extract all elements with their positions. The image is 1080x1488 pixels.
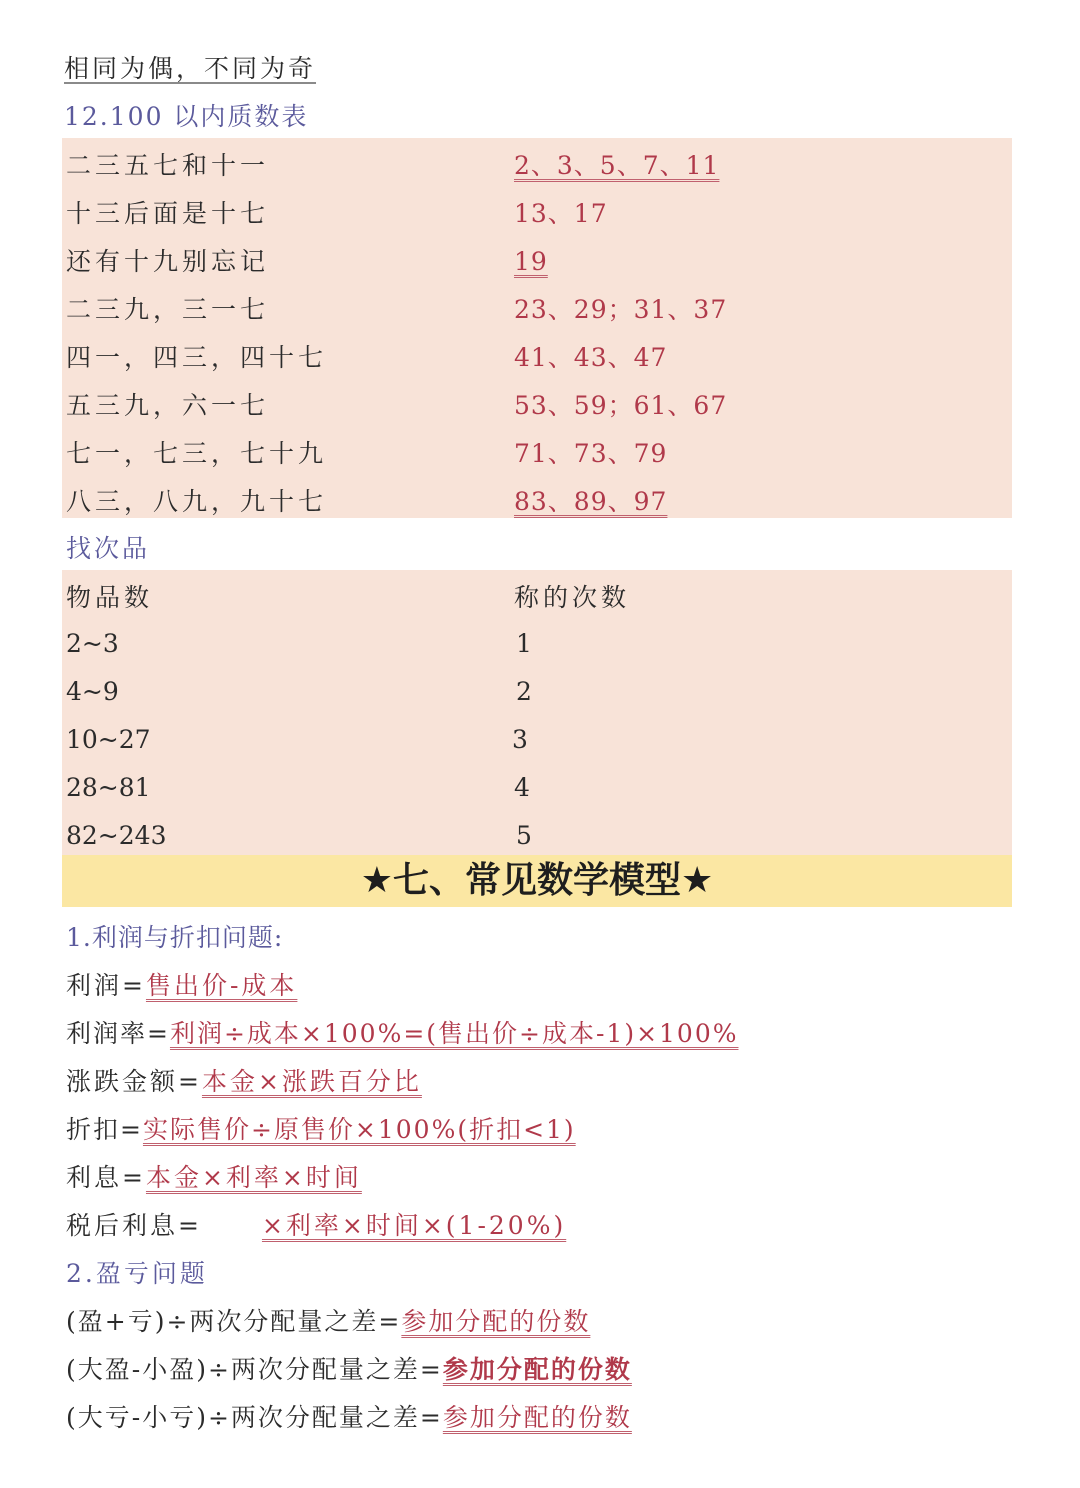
prime-values: 23、29；31、37 xyxy=(514,295,728,324)
prime-values: 2、3、5、7、11 xyxy=(514,151,720,180)
formula-surplus-2 xyxy=(66,1350,632,1386)
chapter-heading: ★七、常见数学模型★ xyxy=(360,860,714,901)
formula-label: 税后利息= xyxy=(66,1211,202,1240)
formula-label: 利润= xyxy=(66,971,146,1000)
prime-row xyxy=(62,286,1012,334)
weigh-times: 1 xyxy=(516,629,533,658)
col-header-times: 称的次数 xyxy=(514,583,631,612)
prime-values: 83、89、97 xyxy=(514,487,668,516)
weigh-times: 2 xyxy=(516,677,533,706)
formula-interest xyxy=(66,1158,362,1194)
prime-row xyxy=(62,478,1012,526)
prime-row xyxy=(62,430,1012,478)
formula-profit-rate xyxy=(66,1014,739,1050)
prime-row xyxy=(62,238,1012,286)
defect-table xyxy=(62,570,1012,855)
weigh-times: 5 xyxy=(516,821,533,850)
prime-rhyme: 五三九，六一七 xyxy=(66,391,270,420)
prime-row xyxy=(62,190,1012,238)
formula-label: 涨跌金额= xyxy=(66,1067,202,1096)
formula-value: 参加分配的份数 xyxy=(401,1307,591,1336)
item-range: 28~81 xyxy=(66,773,151,802)
prime-values: 71、73、79 xyxy=(514,439,668,468)
prime-rhyme: 还有十九别忘记 xyxy=(66,247,270,276)
item-range: 4~9 xyxy=(66,677,119,706)
formula-profit xyxy=(66,966,297,1002)
col-header-items: 物品数 xyxy=(66,583,154,612)
formula-value: 本金×利率×时间 xyxy=(145,1163,362,1192)
formula-change-amount xyxy=(66,1062,422,1098)
defect-row xyxy=(62,620,1012,668)
weigh-times: 3 xyxy=(512,725,529,754)
formula-value: 参加分配的份数 xyxy=(442,1403,632,1432)
prime-row xyxy=(62,142,1012,190)
formula-value: 实际售价÷原售价×100%(折扣<1) xyxy=(142,1115,576,1144)
weigh-times: 4 xyxy=(514,773,531,802)
prime-rhyme: 四一，四三，四十七 xyxy=(66,343,328,372)
prime-row xyxy=(62,382,1012,430)
item-range: 82~243 xyxy=(66,821,167,850)
parity-rule: 相同为偶，不同为奇 xyxy=(64,54,317,83)
formula-after-tax-interest xyxy=(66,1206,566,1242)
prime-rhyme: 二三五七和十一 xyxy=(66,151,270,180)
formula-label: 折扣= xyxy=(66,1115,143,1144)
prime-rhyme: 八三，八九，九十七 xyxy=(66,487,328,516)
defect-title: 找次品 xyxy=(66,534,151,563)
prime-row xyxy=(62,334,1012,382)
item-range: 2~3 xyxy=(66,629,119,658)
prime-rhyme: 十三后面是十七 xyxy=(66,199,270,228)
defect-row xyxy=(62,716,1012,764)
item-range: 10~27 xyxy=(66,725,151,754)
prime-values: 53、59；61、67 xyxy=(514,391,728,420)
defect-row xyxy=(62,668,1012,716)
formula-discount xyxy=(66,1110,576,1146)
prime-rhyme: 七一，七三，七十九 xyxy=(66,439,328,468)
prime-values: 13、17 xyxy=(514,199,608,228)
formula-surplus-1 xyxy=(66,1302,590,1338)
formula-surplus-3 xyxy=(66,1398,632,1434)
prime-table xyxy=(62,138,1012,518)
surplus-section-title: 2.盈亏问题 xyxy=(66,1259,208,1288)
formula-label: (大亏-小亏)÷两次分配量之差= xyxy=(66,1403,443,1432)
defect-row xyxy=(62,764,1012,812)
prime-values: 19 xyxy=(514,247,548,276)
formula-value: 参加分配的份数 xyxy=(442,1355,632,1384)
prime-table-title: 12.100 以内质数表 xyxy=(64,102,309,131)
profit-section-title: 1.利润与折扣问题: xyxy=(66,923,284,952)
formula-label: 利息= xyxy=(66,1163,146,1192)
formula-value: ×利率×时间×(1-20%) xyxy=(261,1211,567,1240)
defect-header xyxy=(62,574,1012,622)
formula-value: 售出价-成本 xyxy=(145,971,298,1000)
formula-label: (盈+亏)÷两次分配量之差= xyxy=(66,1307,402,1336)
chapter-banner xyxy=(62,855,1012,907)
formula-label: (大盈-小盈)÷两次分配量之差= xyxy=(66,1355,443,1384)
prime-values: 41、43、47 xyxy=(514,343,668,372)
defect-row xyxy=(62,812,1012,860)
formula-value: 利润÷成本×100%=(售出价÷成本-1)×100% xyxy=(169,1019,739,1048)
prime-rhyme: 二三九，三一七 xyxy=(66,295,270,324)
formula-label: 利润率= xyxy=(66,1019,170,1048)
formula-value: 本金×涨跌百分比 xyxy=(201,1067,422,1096)
